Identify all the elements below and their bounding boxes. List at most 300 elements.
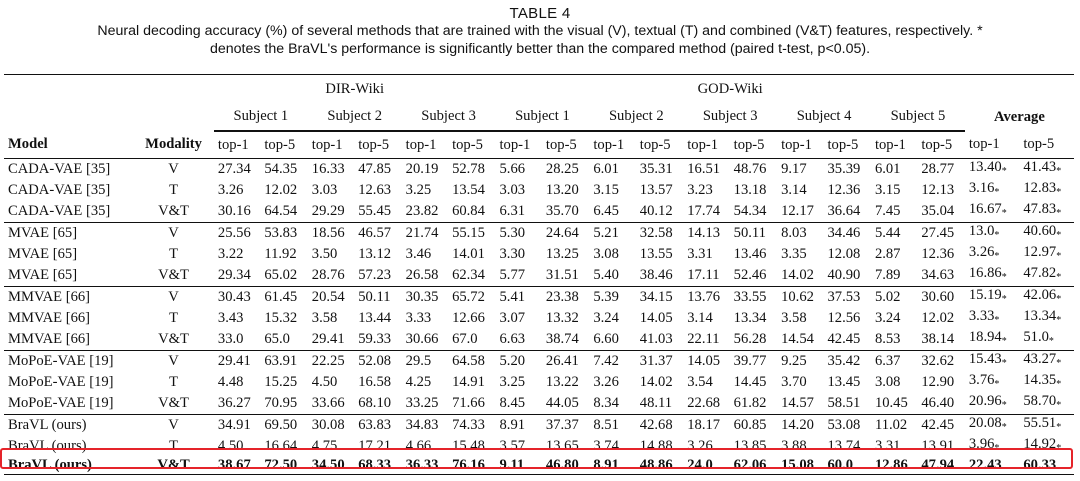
value-cell: 26.41 [545,353,579,369]
modality-cell: T [169,246,179,262]
value-cell: 11.92 [264,246,297,262]
value-cell: 3.26 [217,182,244,198]
value-cell: 47.94 [921,457,955,474]
value-cell: 3.35 [781,246,807,262]
value-cell: 15.08 [781,457,814,474]
value-cell: 16.51 [687,161,721,177]
significance-star: * [994,379,1000,390]
average-header: Average [994,108,1045,125]
group-dir-wiki [214,75,496,104]
value-cell: 9.25 [781,353,807,369]
average-cell [1019,201,1074,223]
value-cell: 41.03 [639,331,673,347]
value-cell: 24.64 [545,225,579,241]
value-cell: 3.88 [781,438,807,454]
value-cell: 12.56 [827,310,861,326]
value-cell: 25.56 [217,225,251,241]
value-cell: 31.37 [639,353,673,369]
significance-star: * [1001,422,1007,433]
value-cell: 48.86 [639,457,673,474]
group-god-wiki [496,75,965,104]
value-cell: 23.82 [405,203,439,219]
value-cell: 70.95 [264,395,298,411]
average-value: 15.43 [968,351,1002,367]
value-cell: 29.5 [405,353,432,369]
value-cell: 14.02 [781,267,814,283]
significance-star: * [1056,166,1062,177]
value-cell: 64.58 [452,353,485,369]
model-name: MVAE [65] [8,246,78,262]
average-value: 12.83 [1023,180,1057,196]
significance-star: * [1056,187,1062,198]
value-cell: 76.16 [452,457,485,474]
value-cell: 13.85 [733,438,767,454]
table-row [4,201,1074,223]
value-cell: 62.34 [452,267,485,283]
value-cell: 29.41 [311,331,345,347]
value-cell: 34.46 [827,225,861,241]
modality-header: Modality [145,136,202,153]
value-cell: 46.80 [545,457,579,474]
value-cell: 12.02 [264,182,298,198]
value-cell: 14.54 [781,331,814,347]
value-cell: 30.43 [217,289,251,305]
average-cell [965,244,1020,265]
average-cell [1019,393,1074,415]
metric-header: top-1 [687,136,719,153]
value-cell: 33.0 [217,331,244,347]
significance-star: * [1056,251,1062,262]
value-cell: 48.76 [733,161,767,177]
value-cell: 16.64 [264,438,298,454]
value-cell: 12.02 [921,310,955,326]
modality-cell: T [169,310,179,326]
value-cell: 5.39 [593,289,619,305]
value-cell: 8.91 [593,457,619,474]
value-cell: 13.91 [921,438,955,454]
value-cell: 29.29 [311,203,345,219]
value-cell: 16.58 [358,374,392,390]
average-value: 16.86 [968,265,1002,281]
value-cell: 12.66 [452,310,485,326]
value-cell: 14.20 [781,417,814,433]
average-cell [965,393,1020,415]
metric-header: top-1 [499,136,531,153]
significance-star: * [1056,294,1062,305]
value-cell: 6.01 [593,161,619,177]
value-cell: 14.91 [452,374,485,390]
value-cell: 37.37 [545,417,579,433]
value-cell: 30.35 [405,289,439,305]
average-value: 18.94 [968,329,1002,345]
metric-header: top-5 [733,136,765,153]
value-cell: 38.74 [545,331,579,347]
model-header: Model [8,136,48,153]
value-cell: 3.46 [405,246,432,262]
average-cell [965,223,1020,245]
average-cell [1019,180,1074,201]
significance-star: * [1056,400,1062,411]
value-cell: 20.54 [311,289,345,305]
value-cell: 5.20 [499,353,526,369]
value-cell: 3.14 [687,310,713,326]
value-cell: 5.41 [499,289,526,305]
average-value: 41.43 [1023,159,1057,175]
average-cell [1019,457,1074,475]
modality-cell: V [168,161,179,177]
value-cell: 36.27 [217,395,251,411]
average-cell [965,351,1020,373]
value-cell: 3.03 [499,182,526,198]
value-cell: 5.21 [593,225,619,241]
metric-header: top-5 [639,136,671,153]
value-cell: 3.57 [499,438,526,454]
value-cell: 4.75 [311,438,338,454]
table-row [4,415,1074,437]
value-cell: 58.51 [827,395,861,411]
average-cell [1019,372,1074,393]
value-cell: 65.72 [452,289,485,305]
caption-line-1: Neural decoding accuracy (%) of several methods that are trained with the visual (V), textual (T) and combined (V&T) features, respectively. * [97,23,983,39]
value-cell: 27.45 [921,225,955,241]
value-cell: 3.14 [781,182,807,198]
value-cell: 23.38 [545,289,579,305]
metric-header: top-1 [593,136,625,153]
table-row [4,457,1074,475]
value-cell: 36.64 [827,203,861,219]
table-row [4,265,1074,287]
significance-star: * [994,443,1000,454]
value-cell: 12.13 [921,182,955,198]
average-value: 51.0 [1023,329,1049,345]
value-cell: 35.70 [545,203,579,219]
average-cell [1019,415,1074,437]
value-cell: 28.77 [921,161,955,177]
value-cell: 35.39 [827,161,861,177]
table-row [4,372,1074,393]
value-cell: 60.85 [733,417,767,433]
value-cell: 38.67 [217,457,251,474]
average-value: 20.08 [968,415,1002,431]
value-cell: 13.32 [545,310,579,326]
metric-header: top-5 [921,136,953,153]
value-cell: 18.17 [687,417,721,433]
value-cell: 52.78 [452,161,485,177]
average-cell [965,201,1020,223]
value-cell: 3.31 [874,438,901,454]
value-cell: 42.45 [921,417,955,433]
value-cell: 14.57 [781,395,814,411]
significance-star: * [1001,166,1007,177]
god-subject-3: Subject 3 [683,103,777,131]
value-cell: 6.63 [499,331,526,347]
value-cell: 55.15 [452,225,485,241]
value-cell: 3.58 [311,310,338,326]
modality-cell: V&T [158,267,189,283]
modality-cell: T [169,438,179,454]
table-row [4,393,1074,415]
value-cell: 13.34 [733,310,767,326]
value-cell: 59.33 [358,331,392,347]
value-cell: 18.56 [311,225,345,241]
metric-header: top-5 [358,136,390,153]
average-cell [1019,351,1074,373]
model-name: CADA-VAE [35] [8,182,111,198]
value-cell: 3.58 [781,310,807,326]
metric-header: top-5 [452,136,483,153]
dir-subject-2: Subject 2 [308,103,402,131]
value-cell: 28.25 [545,161,579,177]
value-cell: 34.15 [639,289,673,305]
value-cell: 3.43 [217,310,244,326]
metric-header: top-5 [1023,136,1055,153]
value-cell: 3.15 [593,182,619,198]
modality-cell: V [168,353,179,369]
value-cell: 3.54 [687,374,713,390]
average-cell [1019,244,1074,265]
average-value: 3.76 [968,372,995,388]
model-name: MMVAE [66] [8,289,91,305]
value-cell: 14.45 [733,374,767,390]
value-cell: 57.23 [358,267,392,283]
value-cell: 3.33 [405,310,432,326]
value-cell: 60.0 [827,457,854,474]
caption-line-2: denotes the BraVL's performance is significantly better than the compared method (paired t-test, p<0.05). [209,41,871,57]
value-cell: 52.46 [733,267,767,283]
average-cell [965,308,1020,329]
average-cell [1019,436,1074,457]
value-cell: 9.11 [499,457,525,474]
modality-cell: V [168,417,179,433]
value-cell: 3.24 [593,310,619,326]
model-name: MoPoE-VAE [19] [8,374,114,390]
value-cell: 12.63 [358,182,392,198]
value-cell: 2.87 [874,246,901,262]
average-value: 14.92 [1023,436,1057,452]
significance-star: * [1001,400,1007,411]
model-name: BraVL (ours) [8,438,87,454]
table-row [4,159,1074,181]
value-cell: 3.25 [499,374,526,390]
average-value: 43.27 [1023,351,1057,367]
value-cell: 35.42 [827,353,861,369]
value-cell: 3.15 [874,182,901,198]
average-cell [965,265,1020,287]
value-cell: 8.45 [499,395,526,411]
modality-cell: T [169,374,179,390]
value-cell: 6.01 [874,161,901,177]
value-cell: 30.08 [311,417,345,433]
metric-header: top-5 [827,136,859,153]
value-cell: 3.07 [499,310,526,326]
metric-header: top-5 [545,136,577,153]
value-cell: 17.74 [687,203,721,219]
value-cell: 3.24 [874,310,901,326]
value-cell: 32.58 [639,225,673,241]
metric-header: top-1 [217,136,249,153]
value-cell: 64.54 [264,203,298,219]
table-row [4,244,1074,265]
value-cell: 29.41 [217,353,251,369]
value-cell: 67.0 [452,331,478,347]
average-cell [965,287,1020,309]
value-cell: 13.65 [545,438,579,454]
value-cell: 34.91 [217,417,251,433]
value-cell: 16.33 [311,161,345,177]
value-cell: 62.06 [733,457,767,474]
significance-star: * [1048,336,1054,347]
value-cell: 30.60 [921,289,955,305]
average-value: 16.67 [968,201,1002,217]
significance-star: * [1056,315,1062,326]
value-cell: 27.34 [217,161,251,177]
average-value: 3.96 [968,436,995,452]
value-cell: 21.74 [405,225,439,241]
average-value: 3.26 [968,244,995,260]
dir-subject-3: Subject 3 [402,103,496,131]
significance-star: * [1001,272,1007,283]
model-name: MMVAE [66] [8,331,91,347]
value-cell: 13.76 [687,289,721,305]
value-cell: 55.45 [358,203,392,219]
value-cell: 34.63 [921,267,955,283]
value-cell: 11.02 [874,417,908,433]
significance-star: * [1056,358,1062,369]
value-cell: 65.02 [264,267,298,283]
modality-cell: V&T [157,457,190,474]
value-cell: 52.08 [358,353,392,369]
average-value: 14.35 [1023,372,1057,388]
value-cell: 33.55 [733,289,767,305]
value-cell: 68.33 [358,457,392,474]
significance-star: * [1056,208,1062,219]
average-cell [965,415,1020,437]
significance-star: * [994,187,1000,198]
value-cell: 69.50 [264,417,298,433]
value-cell: 7.45 [874,203,901,219]
value-cell: 8.91 [499,417,526,433]
header-metric-row [4,132,1074,159]
value-cell: 13.18 [733,182,767,198]
value-cell: 53.83 [264,225,298,241]
value-cell: 13.25 [545,246,579,262]
value-cell: 32.62 [921,353,955,369]
average-value: 47.82 [1023,265,1057,281]
significance-star: * [1056,272,1062,283]
value-cell: 7.42 [593,353,619,369]
value-cell: 5.66 [499,161,526,177]
average-value: 13.34 [1023,308,1057,324]
value-cell: 38.14 [921,331,955,347]
value-cell: 6.31 [499,203,526,219]
value-cell: 54.34 [733,203,767,219]
value-cell: 3.08 [874,374,901,390]
table-row [4,351,1074,373]
metric-header: top-1 [781,136,812,153]
value-cell: 4.50 [311,374,338,390]
average-value: 3.16 [968,180,995,196]
value-cell: 28.76 [311,267,345,283]
value-cell: 63.83 [358,417,392,433]
average-cell [965,180,1020,201]
value-cell: 14.88 [639,438,673,454]
modality-cell: T [169,182,179,198]
average-cell [965,457,1020,475]
value-cell: 5.44 [874,225,901,241]
average-cell [965,159,1020,181]
value-cell: 42.45 [827,331,861,347]
significance-star: * [1001,294,1007,305]
value-cell: 13.55 [639,246,673,262]
metric-header: top-1 [874,136,906,153]
modality-cell: V [168,289,179,305]
value-cell: 14.05 [639,310,673,326]
average-cell [965,436,1020,457]
model-name: MoPoE-VAE [19] [8,395,114,411]
table-row [4,329,1074,351]
value-cell: 8.03 [781,225,807,241]
value-cell: 42.68 [639,417,673,433]
modality-cell: V&T [158,203,189,219]
value-cell: 3.50 [311,246,338,262]
value-cell: 34.83 [405,417,439,433]
value-cell: 13.22 [545,374,579,390]
value-cell: 15.32 [264,310,298,326]
value-cell: 22.11 [687,331,720,347]
value-cell: 65.0 [264,331,290,347]
model-name: CADA-VAE [35] [8,161,111,177]
value-cell: 13.57 [639,182,673,198]
value-cell: 61.82 [733,395,767,411]
average-cell [1019,265,1074,287]
value-cell: 8.53 [874,331,901,347]
value-cell: 17.21 [358,438,392,454]
average-value: 60.33 [1023,457,1057,474]
value-cell: 13.54 [452,182,485,198]
group-god-wiki-label: GOD-Wiki [697,80,763,97]
significance-star: * [1056,379,1062,390]
average-cell [965,372,1020,393]
average-value: 12.97 [1023,244,1057,260]
value-cell: 34.50 [311,457,345,474]
significance-star: * [994,251,1000,262]
god-subject-1: Subject 1 [496,103,590,131]
value-cell: 4.25 [405,374,432,390]
value-cell: 29.34 [217,267,251,283]
metric-header: top-5 [264,136,296,153]
modality-cell: V&T [158,331,189,347]
average-value: 40.60 [1023,223,1057,239]
value-cell: 13.44 [358,310,392,326]
value-cell: 50.11 [358,289,391,305]
value-cell: 8.34 [593,395,619,411]
table-caption [0,0,1080,58]
value-cell: 3.25 [405,182,432,198]
value-cell: 53.08 [827,417,861,433]
value-cell: 13.74 [827,438,861,454]
average-cell [1019,223,1074,245]
value-cell: 74.33 [452,417,485,433]
value-cell: 5.02 [874,289,901,305]
value-cell: 31.51 [545,267,579,283]
value-cell: 39.77 [733,353,767,369]
metric-header: top-1 [311,136,343,153]
significance-star: * [994,230,1000,241]
model-name: MoPoE-VAE [19] [8,353,114,369]
value-cell: 3.74 [593,438,619,454]
model-name: CADA-VAE [35] [8,203,111,219]
value-cell: 36.33 [405,457,439,474]
